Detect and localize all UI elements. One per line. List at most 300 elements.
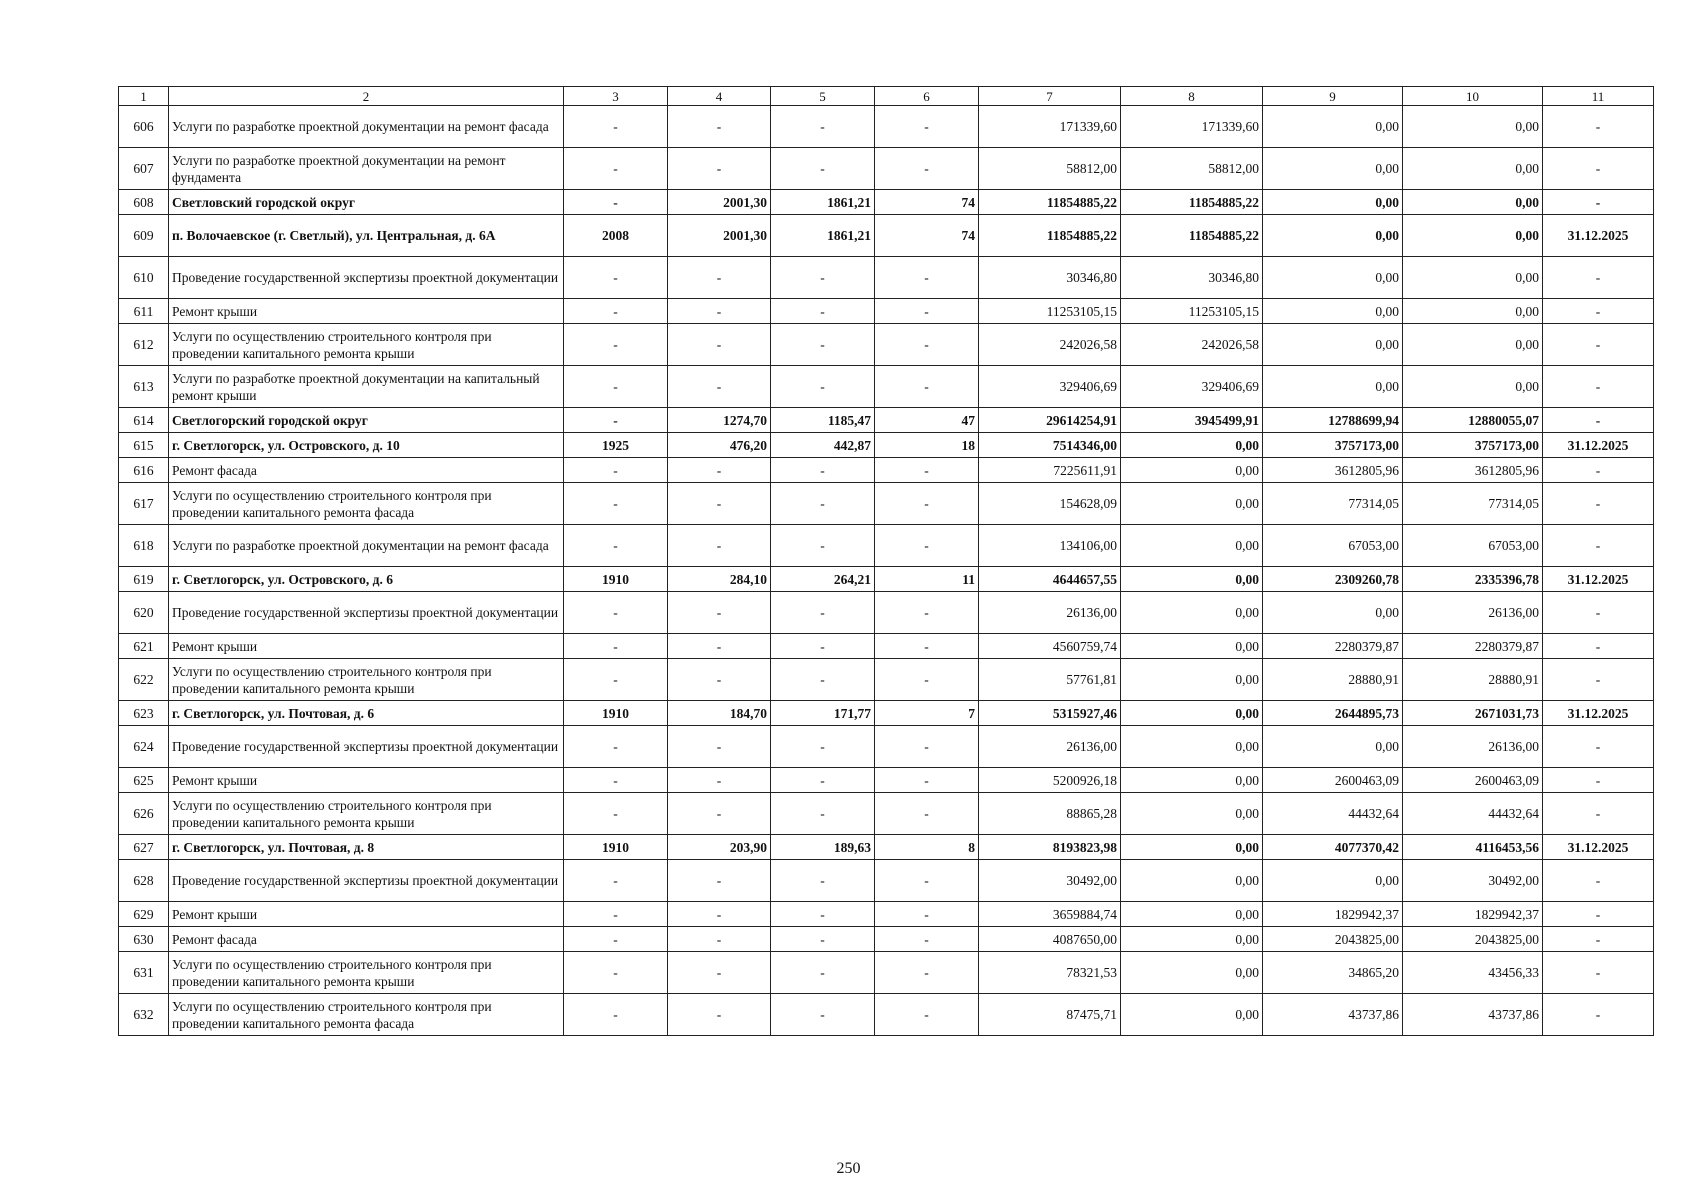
total-cost-cell: 134106,00 — [979, 525, 1121, 567]
cost-col10-cell: 2600463,09 — [1403, 768, 1543, 793]
cost-col10-cell: 77314,05 — [1403, 483, 1543, 525]
row-number: 608 — [119, 190, 169, 215]
cost-col10-cell: 2280379,87 — [1403, 634, 1543, 659]
cost-col8-cell: 0,00 — [1121, 835, 1263, 860]
cost-col10-cell: 0,00 — [1403, 190, 1543, 215]
item-name: Проведение государственной экспертизы проектной документации — [169, 860, 564, 902]
item-name: Услуги по осуществлению строительного контроля при проведении капитального ремонта крыши — [169, 793, 564, 835]
cost-col9-cell: 0,00 — [1263, 299, 1403, 324]
row-number: 620 — [119, 592, 169, 634]
cost-col8-cell: 3945499,91 — [1121, 408, 1263, 433]
area-total-cell: 2001,30 — [668, 215, 771, 257]
row-number: 614 — [119, 408, 169, 433]
table-row — [119, 324, 1654, 366]
table-row — [119, 408, 1654, 433]
area-total-cell: - — [668, 860, 771, 902]
cost-col8-cell: 0,00 — [1121, 701, 1263, 726]
area-living-cell: - — [771, 366, 875, 408]
area-total-cell: - — [668, 324, 771, 366]
area-total-cell: 203,90 — [668, 835, 771, 860]
cost-col9-cell: 2644895,73 — [1263, 701, 1403, 726]
residents-cell: - — [875, 634, 979, 659]
cost-col9-cell: 0,00 — [1263, 148, 1403, 190]
year-cell: 1925 — [564, 433, 668, 458]
residents-cell: - — [875, 366, 979, 408]
item-name: г. Светлогорск, ул. Почтовая, д. 6 — [169, 701, 564, 726]
row-number: 628 — [119, 860, 169, 902]
area-living-cell: - — [771, 148, 875, 190]
column-header: 4 — [668, 87, 771, 106]
residents-cell: - — [875, 299, 979, 324]
residents-cell: - — [875, 257, 979, 299]
area-living-cell: - — [771, 299, 875, 324]
deadline-cell: - — [1543, 860, 1654, 902]
cost-col10-cell: 0,00 — [1403, 324, 1543, 366]
total-cost-cell: 8193823,98 — [979, 835, 1121, 860]
residents-cell: - — [875, 793, 979, 835]
column-header: 2 — [169, 87, 564, 106]
total-cost-cell: 88865,28 — [979, 793, 1121, 835]
total-cost-cell: 26136,00 — [979, 726, 1121, 768]
total-cost-cell: 171339,60 — [979, 106, 1121, 148]
cost-col8-cell: 0,00 — [1121, 433, 1263, 458]
total-cost-cell: 5315927,46 — [979, 701, 1121, 726]
cost-col10-cell: 2043825,00 — [1403, 927, 1543, 952]
cost-col9-cell: 4077370,42 — [1263, 835, 1403, 860]
column-header: 6 — [875, 87, 979, 106]
cost-col9-cell: 67053,00 — [1263, 525, 1403, 567]
cost-col9-cell: 2280379,87 — [1263, 634, 1403, 659]
cost-col8-cell: 30346,80 — [1121, 257, 1263, 299]
total-cost-cell: 4087650,00 — [979, 927, 1121, 952]
deadline-cell: - — [1543, 366, 1654, 408]
year-cell: - — [564, 299, 668, 324]
row-number: 617 — [119, 483, 169, 525]
item-name: Услуги по осуществлению строительного контроля при проведении капитального ремонта фасада — [169, 483, 564, 525]
item-name: п. Волочаевское (г. Светлый), ул. Центральная, д. 6А — [169, 215, 564, 257]
cost-col8-cell: 11253105,15 — [1121, 299, 1263, 324]
table-row — [119, 860, 1654, 902]
residents-cell: - — [875, 525, 979, 567]
cost-col10-cell: 67053,00 — [1403, 525, 1543, 567]
area-living-cell: 171,77 — [771, 701, 875, 726]
year-cell: - — [564, 458, 668, 483]
cost-col10-cell: 30492,00 — [1403, 860, 1543, 902]
row-number: 615 — [119, 433, 169, 458]
year-cell: - — [564, 659, 668, 701]
row-number: 609 — [119, 215, 169, 257]
row-number: 616 — [119, 458, 169, 483]
cost-col10-cell: 1829942,37 — [1403, 902, 1543, 927]
area-living-cell: - — [771, 106, 875, 148]
deadline-cell: - — [1543, 726, 1654, 768]
area-total-cell: - — [668, 634, 771, 659]
cost-col9-cell: 0,00 — [1263, 215, 1403, 257]
table-row — [119, 793, 1654, 835]
residents-cell: - — [875, 458, 979, 483]
item-name: г. Светлогорск, ул. Почтовая, д. 8 — [169, 835, 564, 860]
area-living-cell: - — [771, 634, 875, 659]
cost-col9-cell: 0,00 — [1263, 726, 1403, 768]
cost-col10-cell: 0,00 — [1403, 215, 1543, 257]
year-cell: - — [564, 994, 668, 1036]
cost-col9-cell: 0,00 — [1263, 324, 1403, 366]
year-cell: - — [564, 768, 668, 793]
year-cell: 1910 — [564, 701, 668, 726]
area-total-cell: 2001,30 — [668, 190, 771, 215]
row-number: 613 — [119, 366, 169, 408]
cost-col9-cell: 0,00 — [1263, 592, 1403, 634]
cost-col8-cell: 0,00 — [1121, 768, 1263, 793]
cost-col8-cell: 0,00 — [1121, 860, 1263, 902]
year-cell: - — [564, 324, 668, 366]
total-cost-cell: 30492,00 — [979, 860, 1121, 902]
cost-col8-cell: 58812,00 — [1121, 148, 1263, 190]
residents-cell: - — [875, 994, 979, 1036]
deadline-cell: - — [1543, 324, 1654, 366]
row-number: 626 — [119, 793, 169, 835]
residents-cell: 74 — [875, 190, 979, 215]
area-living-cell: - — [771, 902, 875, 927]
table-row — [119, 927, 1654, 952]
cost-col10-cell: 26136,00 — [1403, 592, 1543, 634]
item-name: Ремонт крыши — [169, 768, 564, 793]
residents-cell: - — [875, 324, 979, 366]
table-row — [119, 257, 1654, 299]
area-living-cell: 1185,47 — [771, 408, 875, 433]
area-total-cell: 476,20 — [668, 433, 771, 458]
area-living-cell: - — [771, 952, 875, 994]
deadline-cell: - — [1543, 927, 1654, 952]
area-living-cell: - — [771, 659, 875, 701]
row-number: 631 — [119, 952, 169, 994]
row-number: 623 — [119, 701, 169, 726]
table-row — [119, 366, 1654, 408]
cost-col9-cell: 44432,64 — [1263, 793, 1403, 835]
area-total-cell: 284,10 — [668, 567, 771, 592]
row-number: 618 — [119, 525, 169, 567]
deadline-cell: - — [1543, 768, 1654, 793]
total-cost-cell: 3659884,74 — [979, 902, 1121, 927]
deadline-cell: - — [1543, 106, 1654, 148]
year-cell: - — [564, 860, 668, 902]
item-name: Проведение государственной экспертизы проектной документации — [169, 726, 564, 768]
year-cell: - — [564, 408, 668, 433]
table-row — [119, 659, 1654, 701]
row-number: 606 — [119, 106, 169, 148]
cost-col10-cell: 0,00 — [1403, 148, 1543, 190]
table-row — [119, 701, 1654, 726]
cost-col10-cell: 0,00 — [1403, 299, 1543, 324]
area-living-cell: - — [771, 458, 875, 483]
area-total-cell: 1274,70 — [668, 408, 771, 433]
row-number: 619 — [119, 567, 169, 592]
repair-plan-table — [118, 86, 1654, 1036]
table-row — [119, 106, 1654, 148]
total-cost-cell: 7514346,00 — [979, 433, 1121, 458]
cost-col8-cell: 0,00 — [1121, 483, 1263, 525]
residents-cell: - — [875, 952, 979, 994]
row-number: 632 — [119, 994, 169, 1036]
deadline-cell: - — [1543, 190, 1654, 215]
area-living-cell: - — [771, 768, 875, 793]
item-name: Услуги по осуществлению строительного контроля при проведении капитального ремонта крыши — [169, 952, 564, 994]
residents-cell: - — [875, 860, 979, 902]
total-cost-cell: 7225611,91 — [979, 458, 1121, 483]
area-total-cell: - — [668, 659, 771, 701]
total-cost-cell: 78321,53 — [979, 952, 1121, 994]
deadline-cell: - — [1543, 148, 1654, 190]
total-cost-cell: 26136,00 — [979, 592, 1121, 634]
cost-col10-cell: 28880,91 — [1403, 659, 1543, 701]
cost-col9-cell: 2600463,09 — [1263, 768, 1403, 793]
residents-cell: - — [875, 726, 979, 768]
cost-col9-cell: 0,00 — [1263, 257, 1403, 299]
cost-col9-cell: 1829942,37 — [1263, 902, 1403, 927]
item-name: Услуги по разработке проектной документации на ремонт фасада — [169, 525, 564, 567]
cost-col10-cell: 26136,00 — [1403, 726, 1543, 768]
residents-cell: - — [875, 592, 979, 634]
cost-col9-cell: 34865,20 — [1263, 952, 1403, 994]
column-header: 10 — [1403, 87, 1543, 106]
table-row — [119, 458, 1654, 483]
column-header: 11 — [1543, 87, 1654, 106]
item-name: Проведение государственной экспертизы проектной документации — [169, 257, 564, 299]
area-living-cell: 189,63 — [771, 835, 875, 860]
table-row — [119, 148, 1654, 190]
residents-cell: 8 — [875, 835, 979, 860]
cost-col10-cell: 0,00 — [1403, 106, 1543, 148]
table-row — [119, 768, 1654, 793]
cost-col9-cell: 2043825,00 — [1263, 927, 1403, 952]
residents-cell: 74 — [875, 215, 979, 257]
table-row — [119, 525, 1654, 567]
table-body — [119, 106, 1654, 1036]
deadline-cell: - — [1543, 299, 1654, 324]
cost-col9-cell: 28880,91 — [1263, 659, 1403, 701]
total-cost-cell: 4644657,55 — [979, 567, 1121, 592]
row-number: 621 — [119, 634, 169, 659]
row-number: 629 — [119, 902, 169, 927]
item-name: г. Светлогорск, ул. Островского, д. 10 — [169, 433, 564, 458]
total-cost-cell: 87475,71 — [979, 994, 1121, 1036]
cost-col10-cell: 2335396,78 — [1403, 567, 1543, 592]
cost-col8-cell: 0,00 — [1121, 902, 1263, 927]
total-cost-cell: 11854885,22 — [979, 190, 1121, 215]
cost-col10-cell: 4116453,56 — [1403, 835, 1543, 860]
total-cost-cell: 57761,81 — [979, 659, 1121, 701]
residents-cell: - — [875, 106, 979, 148]
item-name: Светлогорский городской округ — [169, 408, 564, 433]
cost-col10-cell: 43737,86 — [1403, 994, 1543, 1036]
item-name: Услуги по осуществлению строительного контроля при проведении капитального ремонта крыши — [169, 659, 564, 701]
residents-cell: 18 — [875, 433, 979, 458]
area-living-cell: - — [771, 927, 875, 952]
year-cell: - — [564, 148, 668, 190]
year-cell: - — [564, 726, 668, 768]
deadline-cell: - — [1543, 458, 1654, 483]
area-total-cell: - — [668, 148, 771, 190]
area-living-cell: 264,21 — [771, 567, 875, 592]
area-total-cell: - — [668, 902, 771, 927]
table-row — [119, 994, 1654, 1036]
row-number: 630 — [119, 927, 169, 952]
cost-col10-cell: 12880055,07 — [1403, 408, 1543, 433]
cost-col8-cell: 0,00 — [1121, 952, 1263, 994]
year-cell: - — [564, 952, 668, 994]
area-living-cell: - — [771, 793, 875, 835]
residents-cell: - — [875, 768, 979, 793]
cost-col9-cell: 0,00 — [1263, 190, 1403, 215]
area-total-cell: - — [668, 257, 771, 299]
cost-col9-cell: 0,00 — [1263, 366, 1403, 408]
cost-col8-cell: 0,00 — [1121, 458, 1263, 483]
year-cell: - — [564, 525, 668, 567]
item-name: Ремонт крыши — [169, 634, 564, 659]
cost-col8-cell: 0,00 — [1121, 592, 1263, 634]
column-header: 1 — [119, 87, 169, 106]
deadline-cell: - — [1543, 994, 1654, 1036]
deadline-cell: - — [1543, 902, 1654, 927]
total-cost-cell: 154628,09 — [979, 483, 1121, 525]
cost-col8-cell: 0,00 — [1121, 726, 1263, 768]
area-total-cell: - — [668, 458, 771, 483]
cost-col8-cell: 0,00 — [1121, 927, 1263, 952]
cost-col9-cell: 2309260,78 — [1263, 567, 1403, 592]
cost-col8-cell: 171339,60 — [1121, 106, 1263, 148]
item-name: Услуги по разработке проектной документации на ремонт фундамента — [169, 148, 564, 190]
area-total-cell: - — [668, 726, 771, 768]
cost-col8-cell: 0,00 — [1121, 567, 1263, 592]
area-total-cell: - — [668, 952, 771, 994]
column-header: 5 — [771, 87, 875, 106]
table-row — [119, 835, 1654, 860]
area-living-cell: - — [771, 592, 875, 634]
area-living-cell: - — [771, 860, 875, 902]
residents-cell: - — [875, 148, 979, 190]
cost-col9-cell: 77314,05 — [1263, 483, 1403, 525]
row-number: 611 — [119, 299, 169, 324]
residents-cell: - — [875, 483, 979, 525]
deadline-cell: - — [1543, 634, 1654, 659]
column-header: 9 — [1263, 87, 1403, 106]
cost-col9-cell: 43737,86 — [1263, 994, 1403, 1036]
area-total-cell: - — [668, 366, 771, 408]
residents-cell: - — [875, 927, 979, 952]
deadline-cell: 31.12.2025 — [1543, 701, 1654, 726]
column-header: 8 — [1121, 87, 1263, 106]
cost-col10-cell: 2671031,73 — [1403, 701, 1543, 726]
deadline-cell: 31.12.2025 — [1543, 215, 1654, 257]
item-name: Проведение государственной экспертизы проектной документации — [169, 592, 564, 634]
column-header: 7 — [979, 87, 1121, 106]
page-number: 250 — [836, 1160, 861, 1177]
table-row — [119, 952, 1654, 994]
area-total-cell: - — [668, 927, 771, 952]
item-name: Услуги по разработке проектной документации на капитальный ремонт крыши — [169, 366, 564, 408]
row-number: 624 — [119, 726, 169, 768]
year-cell: - — [564, 793, 668, 835]
column-number-row — [119, 87, 1654, 106]
year-cell: - — [564, 592, 668, 634]
cost-col9-cell: 3757173,00 — [1263, 433, 1403, 458]
cost-col8-cell: 0,00 — [1121, 525, 1263, 567]
area-living-cell: - — [771, 525, 875, 567]
cost-col8-cell: 0,00 — [1121, 634, 1263, 659]
cost-col10-cell: 43456,33 — [1403, 952, 1543, 994]
item-name: Ремонт крыши — [169, 299, 564, 324]
area-total-cell: - — [668, 106, 771, 148]
residents-cell: 47 — [875, 408, 979, 433]
area-living-cell: 1861,21 — [771, 190, 875, 215]
cost-col8-cell: 0,00 — [1121, 793, 1263, 835]
total-cost-cell: 242026,58 — [979, 324, 1121, 366]
area-total-cell: 184,70 — [668, 701, 771, 726]
cost-col10-cell: 0,00 — [1403, 257, 1543, 299]
area-living-cell: - — [771, 257, 875, 299]
cost-col9-cell: 0,00 — [1263, 860, 1403, 902]
table-row — [119, 567, 1654, 592]
area-total-cell: - — [668, 592, 771, 634]
item-name: Ремонт крыши — [169, 902, 564, 927]
item-name: Услуги по осуществлению строительного контроля при проведении капитального ремонта фасада — [169, 994, 564, 1036]
table-row — [119, 634, 1654, 659]
item-name: Услуги по осуществлению строительного контроля при проведении капитального ремонта крыши — [169, 324, 564, 366]
cost-col8-cell: 242026,58 — [1121, 324, 1263, 366]
cost-col8-cell: 329406,69 — [1121, 366, 1263, 408]
area-living-cell: - — [771, 324, 875, 366]
cost-col9-cell: 0,00 — [1263, 106, 1403, 148]
cost-col9-cell: 3612805,96 — [1263, 458, 1403, 483]
table-row — [119, 433, 1654, 458]
year-cell: - — [564, 190, 668, 215]
deadline-cell: - — [1543, 525, 1654, 567]
area-total-cell: - — [668, 768, 771, 793]
year-cell: - — [564, 366, 668, 408]
item-name: г. Светлогорск, ул. Островского, д. 6 — [169, 567, 564, 592]
table-row — [119, 215, 1654, 257]
residents-cell: - — [875, 659, 979, 701]
year-cell: - — [564, 902, 668, 927]
item-name: Ремонт фасада — [169, 927, 564, 952]
year-cell: - — [564, 634, 668, 659]
residents-cell: - — [875, 902, 979, 927]
area-living-cell: 1861,21 — [771, 215, 875, 257]
deadline-cell: - — [1543, 659, 1654, 701]
residents-cell: 7 — [875, 701, 979, 726]
deadline-cell: 31.12.2025 — [1543, 835, 1654, 860]
area-living-cell: - — [771, 994, 875, 1036]
total-cost-cell: 11253105,15 — [979, 299, 1121, 324]
area-total-cell: - — [668, 994, 771, 1036]
item-name: Ремонт фасада — [169, 458, 564, 483]
table-row — [119, 299, 1654, 324]
area-total-cell: - — [668, 483, 771, 525]
cost-col10-cell: 0,00 — [1403, 366, 1543, 408]
total-cost-cell: 58812,00 — [979, 148, 1121, 190]
year-cell: 1910 — [564, 835, 668, 860]
table-row — [119, 592, 1654, 634]
cost-col8-cell: 0,00 — [1121, 994, 1263, 1036]
cost-col8-cell: 11854885,22 — [1121, 190, 1263, 215]
row-number: 622 — [119, 659, 169, 701]
year-cell: 2008 — [564, 215, 668, 257]
row-number: 607 — [119, 148, 169, 190]
cost-col8-cell: 0,00 — [1121, 659, 1263, 701]
year-cell: - — [564, 257, 668, 299]
deadline-cell: 31.12.2025 — [1543, 567, 1654, 592]
cost-col10-cell: 3612805,96 — [1403, 458, 1543, 483]
